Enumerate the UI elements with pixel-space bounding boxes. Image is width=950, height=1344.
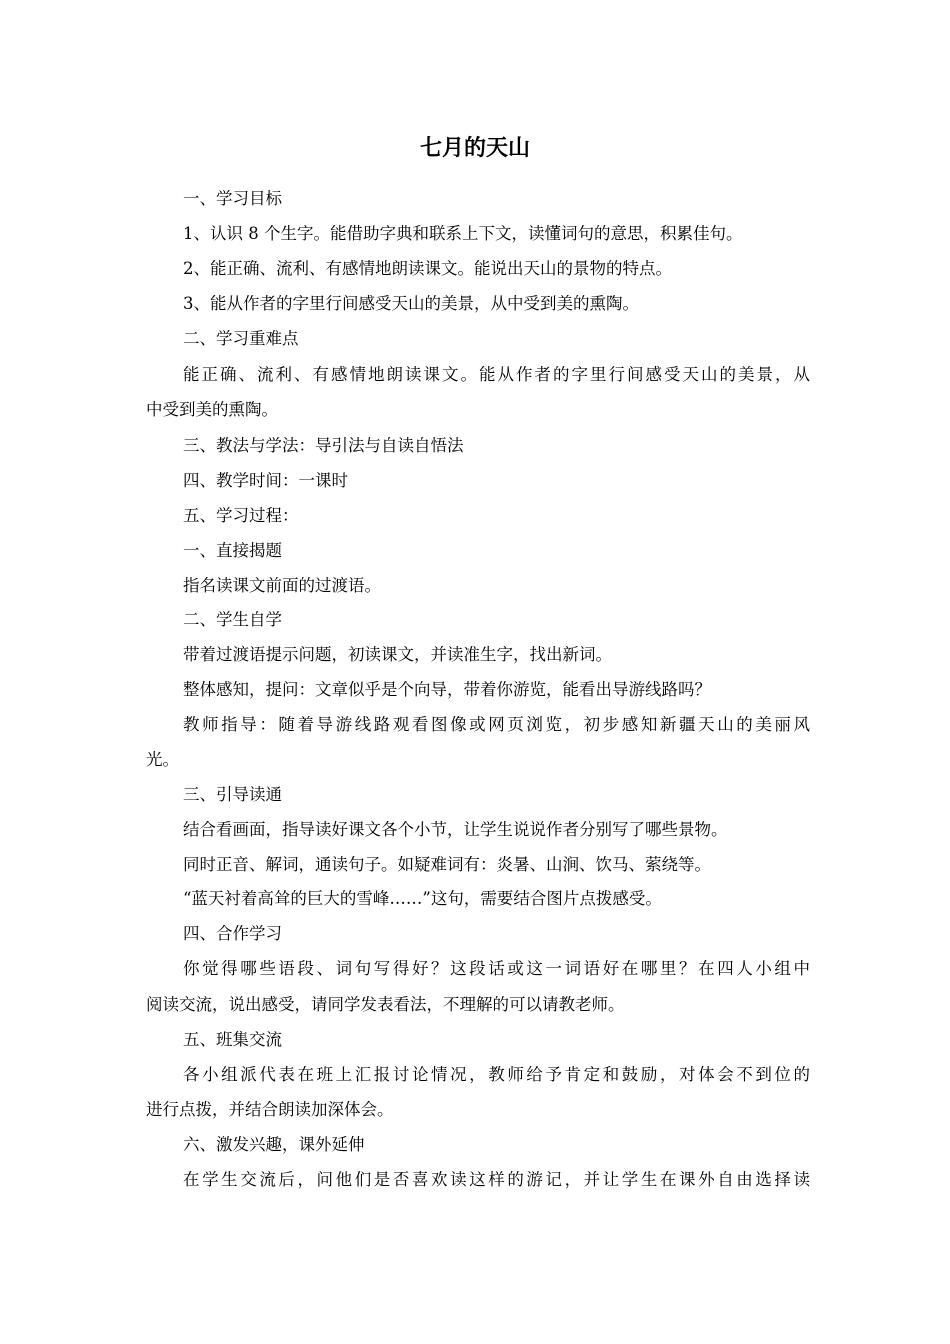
paragraph-line: 你觉得哪些语段、词句写得好？这段话或这一词语好在哪里？在四人小组中 [183, 959, 810, 978]
paragraph-line: 进行点拨，并结合朗读加深体会。 [146, 1100, 394, 1119]
objective-item-1: 1、认识 8 个生字。能借助字典和联系上下文，读懂词句的意思，积累佳句。 [183, 224, 743, 243]
paragraph-line: 阅读交流，说出感受，请同学发表看法，不理解的可以请教老师。 [146, 995, 625, 1014]
step-heading-4: 四、合作学习 [183, 924, 282, 943]
section-heading-objectives: 一、学习目标 [183, 189, 282, 208]
paragraph-line: 整体感知，提问：文章似乎是个向导，带着你游览，能看出导游线路吗？ [183, 680, 711, 699]
section-heading-methods: 三、教法与学法：导引法与自读自悟法 [183, 436, 464, 455]
paragraph-line: 光。 [146, 750, 179, 769]
paragraph-line: 结合看画面，指导读好课文各个小节，让学生说说作者分别写了哪些景物。 [183, 820, 728, 839]
paragraph-line: 带着过渡语提示问题，初读课文，并读准生字，找出新词。 [183, 645, 612, 664]
paragraph-line: 各小组派代表在班上汇报讨论情况，教师给予肯定和鼓励，对体会不到位的 [183, 1065, 810, 1084]
document-title: 七月的天山 [419, 136, 530, 161]
paragraph-line: 同时正音、解词，通读句子。如疑难词有：炎暑、山涧、饮马、萦绕等。 [183, 855, 711, 874]
paragraph-line: 在学生交流后，问他们是否喜欢读这样的游记，并让学生在课外自由选择读 [183, 1170, 810, 1189]
step-heading-2: 二、学生自学 [183, 610, 282, 629]
step-heading-6: 六、激发兴趣，课外延伸 [183, 1135, 365, 1154]
paragraph-line: 教师指导：随着导游线路观看图像或网页浏览，初步感知新疆天山的美丽风 [183, 715, 810, 734]
section-heading-key-points: 二、学习重难点 [183, 329, 299, 348]
paragraph-line: 能正确、流利、有感情地朗读课文。能从作者的字里行间感受天山的美景，从 [183, 365, 810, 384]
objective-item-2: 2、能正确、流利、有感情地朗读课文。能说出天山的景物的特点。 [183, 259, 672, 278]
section-heading-process: 五、学习过程： [183, 506, 299, 525]
section-heading-time: 四、教学时间：一课时 [183, 471, 348, 490]
paragraph-line: 指名读课文前面的过渡语。 [183, 576, 381, 595]
objective-item-3: 3、能从作者的字里行间感受天山的美景，从中受到美的熏陶。 [183, 294, 639, 313]
paragraph-line: “蓝天衬着高耸的巨大的雪峰……”这句，需要结合图片点拨感受。 [183, 889, 662, 908]
step-heading-3: 三、引导读通 [183, 785, 282, 804]
step-heading-1: 一、直接揭题 [183, 541, 282, 560]
paragraph-line: 中受到美的熏陶。 [146, 400, 278, 419]
step-heading-5: 五、班集交流 [183, 1030, 282, 1049]
